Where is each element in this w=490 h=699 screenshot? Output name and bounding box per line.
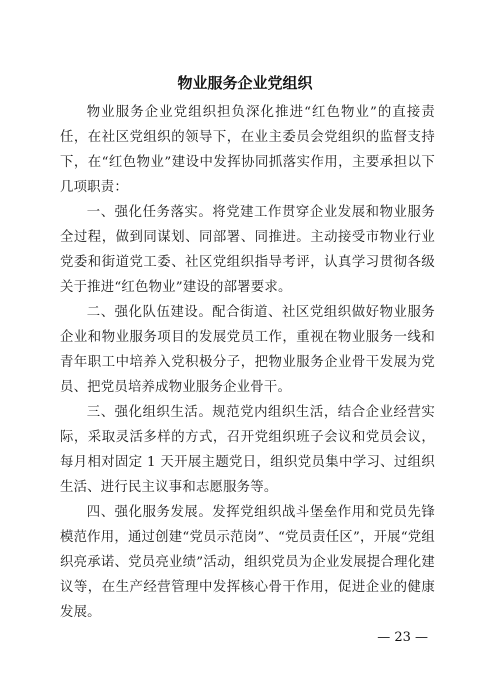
- document-title: 物业服务企业党组织: [177, 74, 313, 92]
- paragraph-team-building: 二、强化队伍建设。配合街道、社区党组织做好物业服务企业和物业服务项目的发展党员工作，重视在物业服务一线和青年职工中培养入党积极分子，把物业服务企业骨干发展为党员、把党员培养成物业服务企业骨干。: [60, 305, 435, 395]
- paragraph-organization-life: 三、强化组织生活。规范党内组织生活，结合企业经营实际，采取灵活多样的方式，召开党组织班子会议和党员会议，每月相对固定 1 天开展主题党日，组织党员集中学习、过组织生活、进行民主议事和志愿服务等。: [60, 405, 435, 495]
- paragraph-task-implementation: 一、强化任务落实。将党建工作贯穿企业发展和物业服务全过程，做到同谋划、同部署、同推进。主动接受市物业行业党委和街道党工委、社区党组织指导考评，认真学习贯彻各级关于推进“红色物业”建设的部署要求。: [60, 205, 435, 295]
- document-body: [60, 100, 435, 625]
- page-number: — 23 —: [377, 630, 428, 645]
- intro-paragraph: 物业服务企业党组织担负深化推进“红色物业”的直接责任，在社区党组织的领导下，在业主委员会党组织的监督支持下，在“红色物业”建设中发挥协同抓落实作用，主要承担以下几项职责：: [60, 105, 435, 195]
- paragraph-service-development: 四、强化服务发展。发挥党组织战斗堡垒作用和党员先锋模范作用，通过创建“党员示范岗”、“党员责任区”，开展“党组织亮承诺、党员亮业绩”活动，组织党员为企业发展提合理化建议等，在生产经营管理中发挥核心骨干作用，促进企业的健康发展。: [60, 505, 435, 620]
